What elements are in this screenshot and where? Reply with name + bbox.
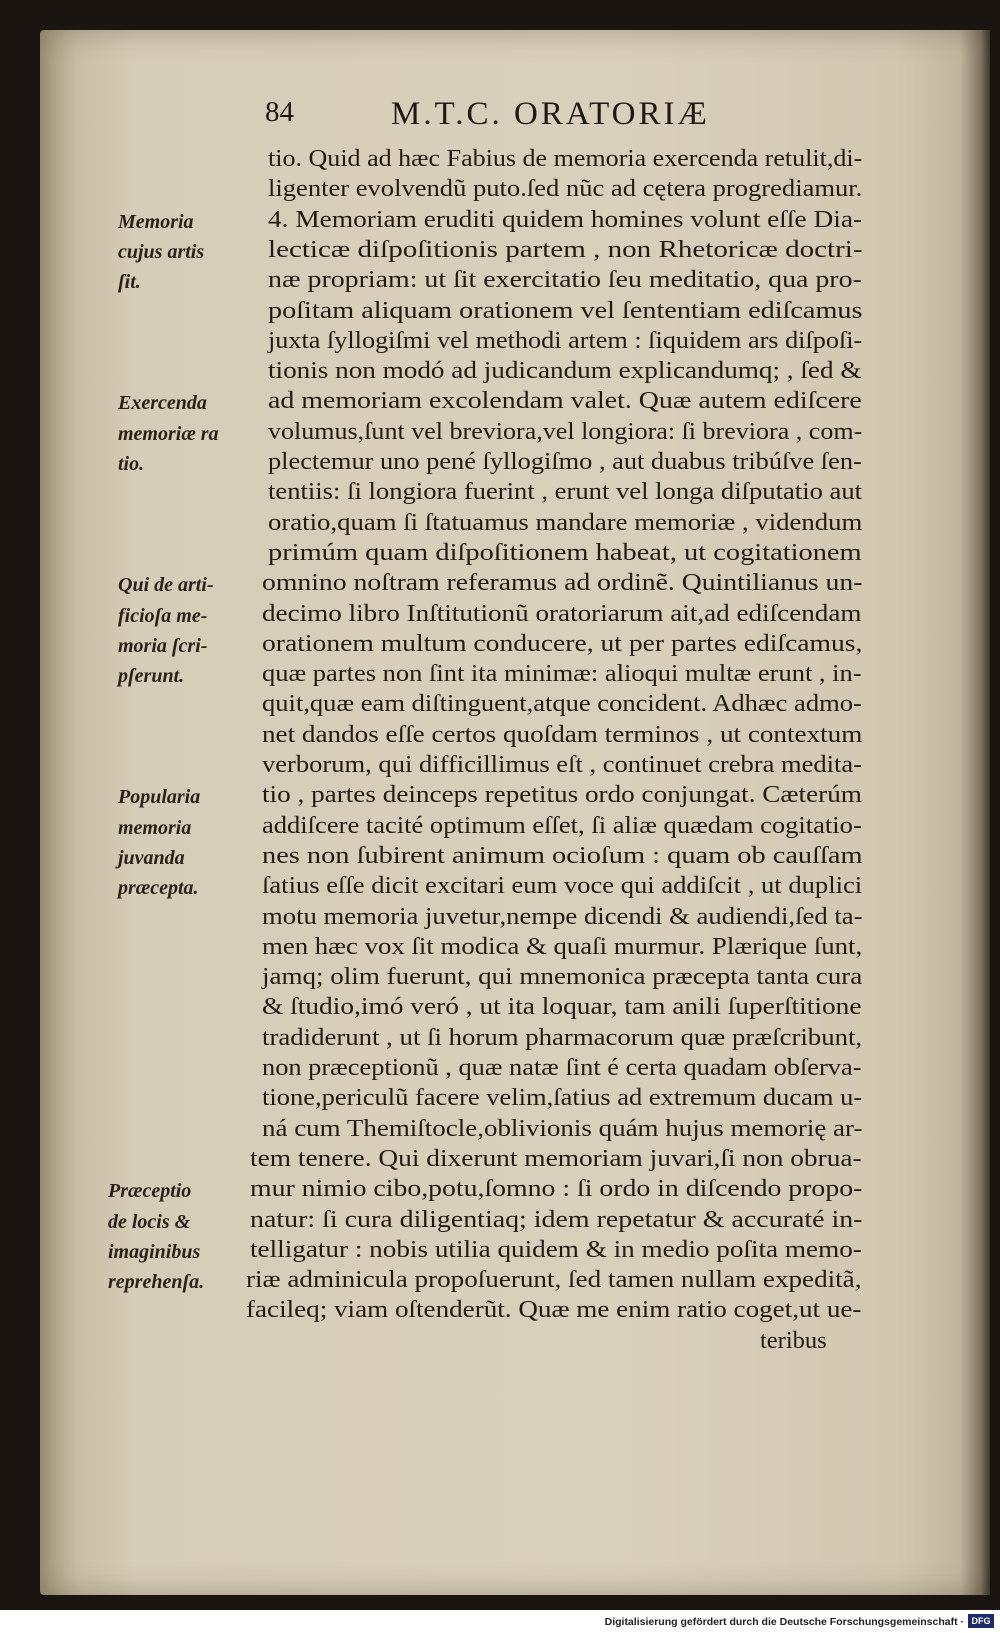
marginal-note-line: Præceptio: [108, 1180, 192, 1203]
text-line: ná cum Themiſtocle,oblivionis quám hujus memorię ar-: [262, 1114, 863, 1142]
text-line: addiſcere tacité optimum eſſet, ſi aliæ quædam cogitatio-: [262, 811, 862, 839]
text-line: verborum, qui difficillimus eſt , continuet crebra medita-: [262, 751, 863, 778]
marginal-note-line: Memoria: [118, 210, 194, 233]
text-line: motu memoria juvetur,nempe dicendi & audiendi,ſed ta-: [262, 902, 863, 930]
text-line: quit,quæ eam diſtinguent,atque concident. Adhæc admo-: [262, 690, 862, 718]
marginal-note-line: pſerunt.: [118, 665, 185, 688]
text-line: tione,periculũ facere velim,ſatius ad extremum ducam u-: [262, 1084, 863, 1112]
text-line: oratio,quam ſi ſtatuamus mandare memoriæ , videndum: [268, 508, 863, 536]
text-line: ſatius eſſe dicit excitari eum voce qui addiſcit , ut duplici: [262, 872, 863, 900]
marginal-note-line: ſit.: [118, 271, 141, 294]
marginal-note-line: ficioſa me-: [118, 604, 208, 627]
text-line: men hæc vox ſit modica & quaſi murmur. Plærique ſunt,: [262, 932, 863, 960]
text-line: juxta ſyllogiſmi vel methodi artem : ſiquidem ars diſpoſi-: [268, 326, 863, 354]
marginal-note-line: præcepta.: [118, 877, 199, 900]
text-line: tio , partes deinceps repetitus ordo conjungat. Cæterúm: [262, 781, 862, 809]
page-number: 84: [265, 96, 294, 128]
text-line: lecticæ diſpoſitionis partem , non Rhetoricæ doctri-: [268, 235, 863, 263]
marginal-note-line: tio.: [118, 453, 145, 475]
text-line: tem tenere. Qui dixerunt memoriam juvari,ſi non obrua-: [250, 1144, 862, 1172]
digitization-credit: Digitalisierung gefördert durch die Deutsche Forschungsgemeinschaft ·: [604, 1616, 964, 1628]
marginal-note-line: de locis &: [108, 1210, 191, 1233]
marginal-note-line: Exercenda: [118, 392, 207, 415]
text-line: poſitam aliquam orationem vel ſententiam ediſcamus: [268, 296, 863, 324]
text-line: net dandos eſſe certos quoſdam terminos , ut contextum: [262, 720, 863, 748]
text-line: næ propriam: ut ſit exercitatio ſeu meditatio, qua pro-: [268, 266, 862, 294]
text-line: ligenter evolvendũ puto.ſed nũc ad cętera progrediamur.: [268, 175, 863, 203]
text-line: nes non ſubirent animum ocioſum : quam ob cauſſam: [262, 841, 863, 869]
text-line: tradiderunt , ut ſi horum pharmacorum quæ præſcribunt,: [262, 1023, 863, 1051]
marginal-note-line: cujus artis: [118, 240, 205, 263]
marginal-note-line: Popularia: [118, 786, 201, 809]
text-line: plectemur uno pené ſyllogiſmo , aut duabus tribúſve ſen-: [268, 448, 862, 475]
marginal-note-line: memoriæ ra: [118, 422, 219, 445]
marginal-note-line: memoria: [118, 816, 192, 839]
text-line: non præceptionũ , quæ natæ ſint é certa quadam obſerva-: [262, 1054, 862, 1081]
text-line: jamq; olim fuerunt, qui mnemonica præcepta tanta cura: [262, 963, 863, 991]
marginal-note-line: Qui de arti-: [118, 574, 214, 597]
text-line: ad memoriam excolendam valet. Quæ autem ediſcere: [268, 387, 862, 415]
running-title: M.T.C. ORATORIÆ: [391, 96, 710, 132]
text-line: riæ adminicula propoſuerunt, ſed tamen nullam expeditã,: [246, 1266, 862, 1294]
marginal-note-line: reprehenſa.: [108, 1271, 205, 1294]
text-line: tentiis: ſi longiora fuerint , erunt vel longa diſputatio aut: [268, 478, 863, 506]
text-line: facileq; viam oſtenderũt. Quæ me enim ratio coget,ut ue-: [246, 1296, 862, 1324]
text-line: primúm quam diſpoſitionem habeat, ut cogitationem: [268, 538, 862, 566]
text-line: tionis non modó ad judicandum explicandumq; , ſed &: [268, 357, 862, 385]
text-line: quæ partes non ſint ita minimæ: alioqui multæ erunt , in-: [262, 660, 862, 688]
text-line: decimo libro Inſtitutionũ oratoriarum ait,ad ediſcendam: [262, 599, 862, 627]
marginal-note-line: imaginibus: [108, 1240, 201, 1263]
text-line: orationem multum conducere, ut per partes ediſcamus,: [262, 629, 863, 657]
text-line: mur nimio cibo,potu,ſomno : ſi ordo in diſcendo propo-: [250, 1175, 863, 1203]
text-line: natur: ſi cura diligentiaq; idem repetatur & accuraté in-: [250, 1205, 863, 1233]
text-line: telligatur : nobis utilia quidem & in medio poſita memo-: [250, 1235, 862, 1263]
text-line: & ſtudio,imó veró , ut ita loquar, tam anili ſuperſtitione: [262, 993, 862, 1021]
text-line: tio. Quid ad hæc Fabius de memoria exercenda retulit,di-: [268, 145, 863, 172]
text-line: 4. Memoriam eruditi quidem homines volunt eſſe Dia-: [268, 205, 863, 233]
catchword: teribus: [760, 1326, 827, 1354]
text-line: volumus,ſunt vel breviora,vel longiora: ſi breviora , com-: [268, 417, 863, 445]
text-line: omnino noſtram referamus ad ordinẽ. Quintilianus un-: [262, 569, 863, 597]
dfg-logo: DFG: [968, 1614, 994, 1628]
marginal-note-line: juvanda: [118, 846, 185, 869]
marginal-note-line: moria ſcri-: [118, 634, 208, 657]
